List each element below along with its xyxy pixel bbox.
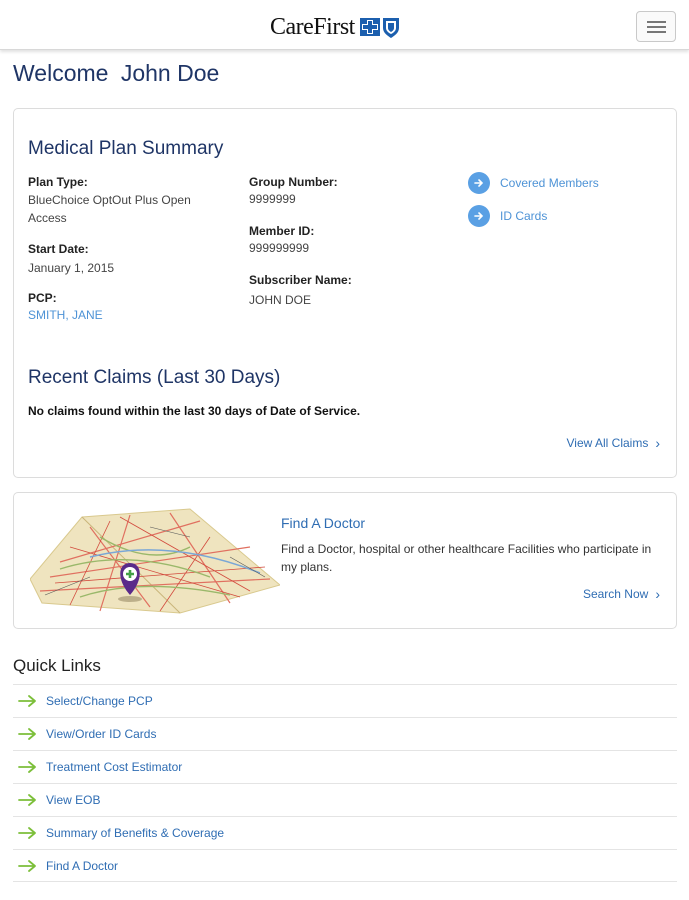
find-doctor-card[interactable] (13, 492, 677, 629)
arrow-right-icon (18, 760, 38, 774)
arrow-right-icon (18, 793, 38, 807)
chevron-right-icon: › (655, 586, 660, 602)
chevron-right-icon: › (655, 435, 660, 451)
find-doctor-description: Find a Doctor, hospital or other healthcare Facilities who participate in my plans. (281, 542, 652, 574)
group-number-value: 9999999 (249, 192, 296, 206)
quick-link-view-order-id-cards[interactable] (13, 717, 677, 750)
member-id-value: 999999999 (249, 241, 310, 255)
quick-link-treatment-cost-estimator[interactable] (13, 750, 677, 783)
logo-text: CareFirst (270, 13, 355, 40)
arrow-right-circle-icon (468, 172, 490, 194)
quick-link-label: Find A Doctor (46, 858, 119, 873)
plan-type-label: Plan Type: (28, 175, 88, 189)
carefirst-logo[interactable] (270, 12, 402, 42)
id-cards-link[interactable] (468, 205, 547, 227)
arrow-right-icon (18, 826, 38, 840)
recent-claims-title: Recent Claims (Last 30 Days) (28, 367, 281, 388)
menu-button[interactable] (636, 11, 676, 42)
arrow-right-icon (18, 727, 38, 741)
quick-link-label: View/Order ID Cards (46, 727, 157, 741)
blue-cross-blue-shield-icon (358, 15, 402, 39)
arrow-right-icon (18, 694, 38, 708)
quick-link-summary-of-benefits[interactable] (13, 816, 677, 849)
covered-members-link[interactable] (468, 172, 599, 194)
quick-link-label: Select/Change PCP (46, 694, 153, 708)
group-number-label: Group Number: (249, 175, 338, 189)
id-cards-label: ID Cards (500, 209, 548, 223)
welcome-heading (13, 60, 219, 87)
view-all-claims-label: View All Claims (566, 436, 649, 450)
find-doctor-title[interactable]: Find A Doctor (281, 515, 366, 531)
pcp-link[interactable]: SMITH, JANE (28, 308, 103, 322)
arrow-right-circle-icon (468, 205, 490, 227)
quick-link-label: View EOB (46, 793, 101, 807)
map-image (30, 507, 280, 615)
quick-links-title: Quick Links (13, 656, 101, 675)
hamburger-icon (647, 21, 666, 23)
quick-link-select-change-pcp[interactable] (13, 684, 677, 717)
view-all-claims-link[interactable] (567, 435, 660, 451)
quick-link-find-a-doctor[interactable] (13, 849, 677, 882)
member-id-label: Member ID: (249, 224, 315, 238)
start-date-value: January 1, 2015 (28, 261, 115, 275)
subscriber-name-value: JOHN DOE (249, 293, 312, 307)
quick-link-label: Treatment Cost Estimator (46, 760, 183, 774)
covered-members-label: Covered Members (500, 176, 599, 190)
pcp-label: PCP: (28, 291, 57, 305)
start-date-label: Start Date: (28, 242, 89, 256)
subscriber-name-label: Subscriber Name: (249, 273, 352, 287)
plan-type-value: BlueChoice OptOut Plus Open Access (28, 193, 191, 225)
app-header (0, 0, 689, 50)
plan-summary-title: Medical Plan Summary (28, 138, 224, 159)
quick-links-list (13, 684, 677, 882)
no-claims-message: No claims found within the last 30 days of Date of Service. (28, 404, 361, 418)
arrow-right-icon (18, 859, 38, 873)
welcome-user-name: John Doe (120, 60, 220, 86)
quick-link-label: Summary of Benefits & Coverage (46, 826, 225, 840)
search-now-label: Search Now (582, 587, 649, 601)
plan-summary-card (13, 108, 677, 478)
quick-link-view-eob[interactable] (13, 783, 677, 816)
welcome-greeting: Welcome (13, 60, 109, 86)
search-now-link[interactable] (583, 586, 660, 602)
